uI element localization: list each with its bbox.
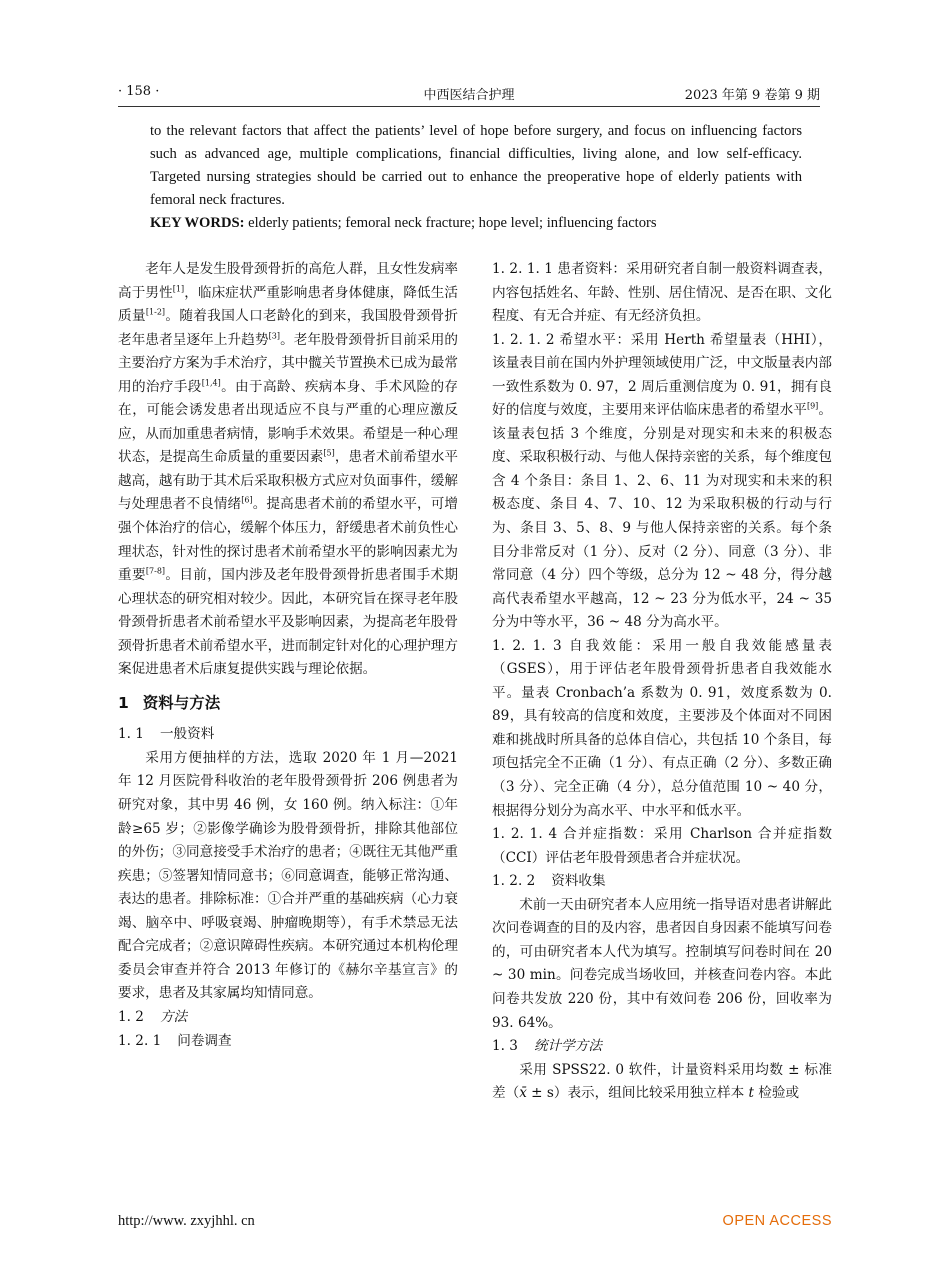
journal-url[interactable]: http://www. zxyjhhl. cn (118, 1213, 255, 1229)
citation: [5] (323, 448, 335, 458)
page-number: · 158 · (118, 84, 160, 99)
open-access-label: OPEN ACCESS (722, 1213, 832, 1229)
citation: [1] (172, 284, 185, 294)
subsection-1-2-2: 1. 2. 2 资料收集 (492, 873, 606, 890)
statistics-paragraph: 采用 SPSS22. 0 软件，计量资料采用均数 ± 标准差（x̄ ± s）表示，组间比较采用独立样本 t 检验或 (492, 1061, 832, 1102)
subsection-1-3: 1. 3 统计学方法 (492, 1038, 602, 1055)
patient-info-paragraph: 1. 2. 1. 1 患者资料：采用研究者自制一般资料调查表，内容包括姓名、年龄、性别、居住情况、是否在职、文化程度、有无合并症、有无经济负担。 (492, 261, 832, 325)
issue-info: 2023 年第 9 卷第 9 期 (684, 88, 820, 103)
section-heading-1: 1 资料与方法 (118, 693, 221, 712)
citation: [9] (806, 401, 819, 411)
citation: [1,4] (201, 378, 221, 388)
left-column (118, 258, 458, 1053)
intro-paragraph: 老年人是发生股骨颈骨折的高危人群，且女性发病率高于男性[1]，临床症状严重影响患者身体健康，降低生活质量[1-2]。随着我国人口老龄化的到来，我国股骨颈骨折老年患者呈逐年上升趋势[3]。老年股骨颈骨折目前采用的主要治疗方案为手术治疗，其中髋关节置换术已成为最常用的治疗手段[1,4]。由于高龄、疾病本身、手术风险的存在，可能会诱发患者出现适应不良与严重的心理应激反应，从而加重患者病情，影响手术效果。希望是一种心理状态，是提高生命质量的重要因素[5]，患者术前希望水平越高，越有助于其术后采取积极方式应对负面事件，缓解与处理患者不良情绪[6]。提高患者术前的希望水平，可增强个体治疗的信心，缓解个体压力，舒缓患者术前负性心理状态，针对性的探讨患者术前希望水平的影响因素尤为重要[7-8]。目前，国内涉及老年股骨颈骨折患者围手术期心理状态的研究相对较少。因此，本研究旨在探寻老年股骨颈骨折患者术前希望水平及影响因素，为提高老年股骨颈骨折患者术前希望水平，进而制定针对化的心理护理方案促进患者术后康复提供实践与理论依据。 (118, 261, 459, 678)
citation: [6] (241, 495, 253, 505)
right-column (492, 258, 832, 1106)
header-rule (118, 106, 820, 107)
abstract-block (150, 120, 802, 235)
hope-level-paragraph: 1. 2. 1. 2 希望水平：采用 Herth 希望量表（HHI），该量表目前在国内外护理领域使用广泛，中文版量表内部一致性系数为 0. 97，2 周后重测信度为 0. 91，拥有良好的信度与效度，主要用来评估临床患者的希望水平[9]。该量表包括 3 个维度，分别是对现实和未来的积极态度、采取积极行动、与他人保持亲密的关系，每个维度包含 4 个条目：条目 1、2、6、11 为对现实和未来的积极态度、条目 4、7、10、12 为采取积极的行动与行为、条目 3、5、8、9 与他人保持亲密的关系。每个条目分非常反对（1 分）、反对（2 分）、同意（3 分）、非常同意（4 分）四个等级，总分为 12 ~ 48 分，得分越高代表希望水平越高，12 ~ 23 分为低水平，24 ~ 35 分为中等水平，36 ~ 48 分为高水平。 (492, 331, 833, 631)
general-data-paragraph: 采用方便抽样的方法，选取 2020 年 1 月—2021 年 12 月医院骨科收治的老年股骨颈骨折 206 例患者为研究对象，其中男 46 例，女 160 例。纳入标注：①年龄≥65 岁；②影像学确诊为股骨颈骨折，排除其他部位的外伤；③同意接受手术治疗的患者；④既往无其他严重疾患；⑤签署知情同意书；⑥同意调查，能够正常沟通、表达的患者。排除标准：①合并严重的基础疾病（心力衰竭、脑卒中、呼吸衰竭、肿瘤晚期等），有手术禁忌无法配合完成者；②意识障碍性疾病。本研究通过本机构伦理委员会审查并符合 2013 年修订的《赫尔辛基宣言》的要求，患者及其家属均知情同意。 (118, 749, 458, 1002)
abstract-text: to the relevant factors that affect the patients’ level of hope before surgery, and focus on influencing factors such as advanced age, multiple complications, financial difficulties, living alone, and low self-efficacy. Targeted nursing strategies should be carried out to enhance the preoperative hope of elderly patients with femoral neck fractures. (150, 123, 802, 208)
comorbidity-paragraph: 1. 2. 1. 4 合并症指数：采用 Charlson 合并症指数（CCI）评估老年股骨颈患者合并症状况。 (492, 826, 832, 866)
keywords-label: KEY WORDS: (150, 215, 245, 231)
journal-name: 中西医结合护理 (423, 88, 515, 103)
citation: [7-8] (145, 566, 166, 576)
self-efficacy-paragraph: 1. 2. 1. 3 自我效能：采用一般自我效能感量表（GSES），用于评估老年股骨颈骨折患者自我效能水平。量表 Cronbach’a 系数为 0. 91，效度系数为 0. 89，具有较高的信度和效度，主要涉及个体面对不同困难和挑战时所具备的总体自信心，共包括 10 个条目，每项包括完全不正确（1 分）、有点正确（2 分）、多数正确（3 分）、完全正确（4 分），总分值范围 10 ~ 40 分，根据得分划分为高水平、中水平和低水平。 (492, 637, 832, 819)
keywords (150, 212, 802, 235)
subsection-1-2-1: 1. 2. 1 问卷调查 (118, 1032, 232, 1049)
data-collection-paragraph: 术前一天由研究者本人应用统一指导语对患者讲解此次问卷调查的目的及内容，患者因自身因素不能填写问卷的，可由研究者本人代为填写。控制填写问卷时间在 20 ~ 30 min。问卷完成当场收回，并核查问卷内容。本此问卷共发放 220 份，其中有效问卷 206 份，回收率为 93. 64%。 (492, 896, 832, 1031)
subsection-1-2: 1. 2 方法 (118, 1008, 188, 1025)
citation: [3] (268, 331, 280, 341)
subsection-1-1: 1. 1 一般资料 (118, 726, 215, 743)
citation: [1-2] (145, 307, 166, 317)
running-header (118, 84, 820, 106)
keywords-text: elderly patients; femoral neck fracture; hope level; influencing factors (244, 215, 657, 231)
